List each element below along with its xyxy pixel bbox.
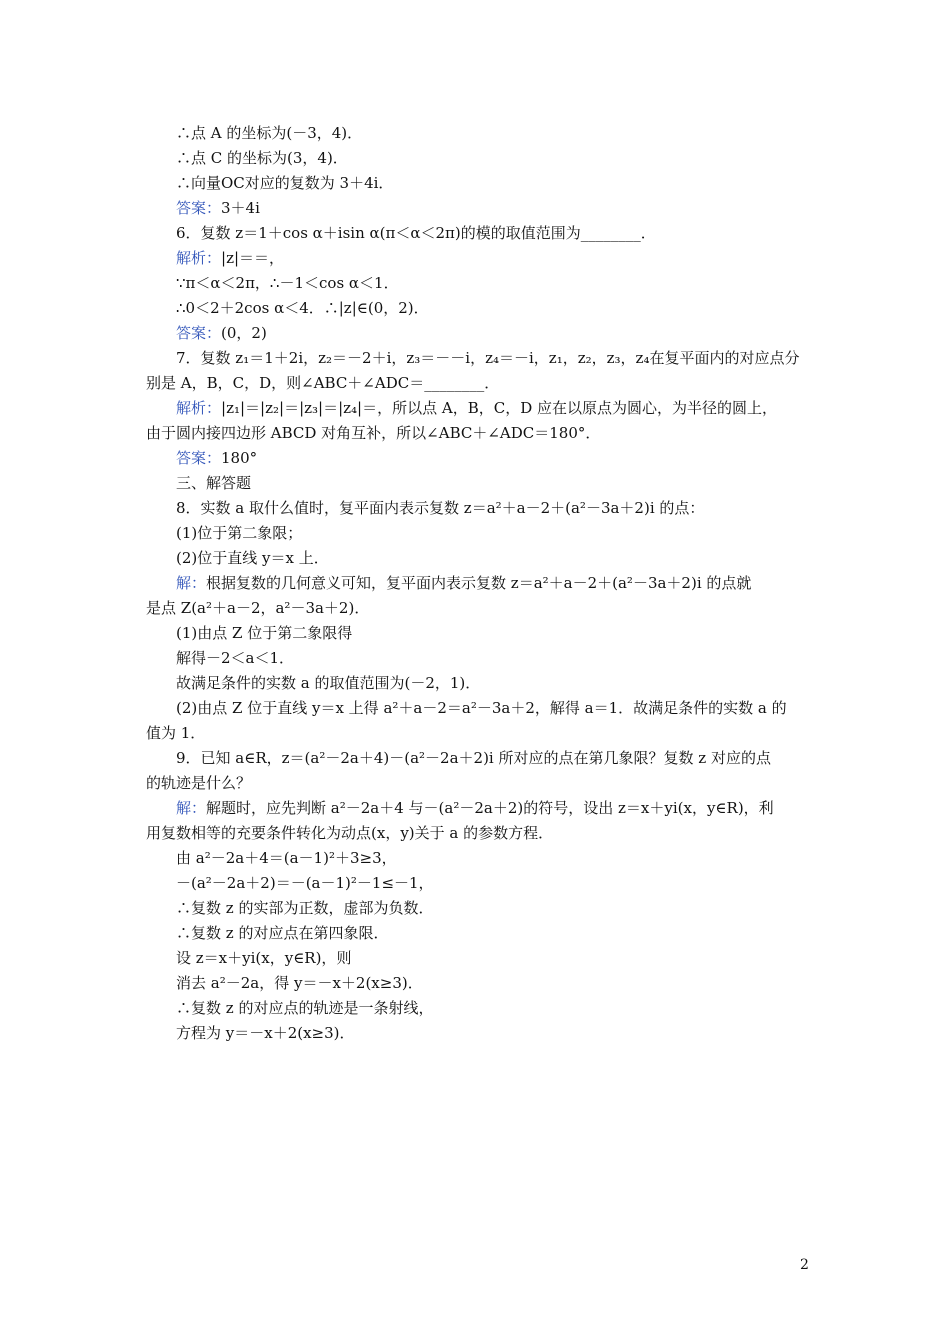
line-text: (1)位于第二象限； xyxy=(176,524,303,542)
line-text: (2)由点 Z 位于直线 y＝x 上得 a²＋a－2＝a²－3a＋2，解得 a＝1．故满足条件的实数 a 的 xyxy=(176,699,787,717)
line-text: ∴向量OC对应的复数为 3＋4i． xyxy=(176,174,394,192)
text-line xyxy=(146,796,816,821)
line-text: 180° xyxy=(221,449,258,467)
line-text: ∴0＜2＋2cos α＜4．∴|z|∈(0，2)． xyxy=(176,299,429,317)
line-text: 根据复数的几何意义可知，复平面内表示复数 z＝a²＋a－2＋(a²－3a＋2)i 的点就 xyxy=(206,574,752,592)
line-text: |z₁|＝|z₂|＝|z₃|＝|z₄|＝，所以点 A，B，C，D 应在以原点为圆心，为半径的圆上， xyxy=(221,399,778,417)
text-line xyxy=(146,746,816,771)
text-line xyxy=(146,371,816,396)
text-line xyxy=(146,821,816,846)
line-text: 设 z＝x＋yi(x，y∈R)，则 xyxy=(176,949,352,967)
text-line xyxy=(146,646,816,671)
line-text: 三、解答题 xyxy=(176,474,252,492)
text-line xyxy=(146,946,816,971)
text-line xyxy=(146,521,816,546)
text-line xyxy=(146,496,816,521)
answer-label: 答案： xyxy=(176,449,222,467)
text-line xyxy=(146,771,816,796)
text-line xyxy=(146,471,816,496)
page-number: 2 xyxy=(800,1257,809,1273)
line-text: 8．实数 a 取什么值时，复平面内表示复数 z＝a²＋a－2＋(a²－3a＋2)i 的点： xyxy=(176,499,705,517)
text-line xyxy=(146,446,816,471)
text-line xyxy=(146,971,816,996)
text-line xyxy=(146,271,816,296)
text-line xyxy=(146,621,816,646)
line-text: －(a²－2a＋2)＝－(a－1)²－1≤－1， xyxy=(176,874,434,892)
line-text: ∵π＜α＜2π，∴－1＜cos α＜1． xyxy=(176,274,399,292)
line-text: 3＋4i xyxy=(221,199,260,217)
text-line xyxy=(146,196,816,221)
answer-label: 解析： xyxy=(176,399,222,417)
line-text: ∴复数 z 的实部为正数，虚部为负数． xyxy=(176,899,434,917)
text-line xyxy=(146,121,816,146)
text-line xyxy=(146,296,816,321)
line-text: 由 a²－2a＋4＝(a－1)²＋3≥3， xyxy=(176,849,397,867)
answer-label: 解： xyxy=(176,799,207,817)
line-text: ∴点 A 的坐标为(－3，4)． xyxy=(176,124,363,142)
answer-label: 答案： xyxy=(176,199,222,217)
text-line xyxy=(146,671,816,696)
line-text: 的轨迹是什么？ xyxy=(146,774,252,792)
text-line xyxy=(146,996,816,1021)
text-line xyxy=(146,171,816,196)
line-text: ∴复数 z 的对应点在第四象限． xyxy=(176,924,389,942)
text-line xyxy=(146,421,816,446)
text-line xyxy=(146,596,816,621)
document-body xyxy=(146,121,816,1046)
line-text: 7．复数 z₁＝1＋2i，z₂＝－2＋i，z₃＝－－i，z₄＝－i，z₁，z₂，z₃，z₄在复平面内的对应点分 xyxy=(176,349,800,367)
line-text: 6．复数 z＝1＋cos α＋isin α(π＜α＜2π)的模的取值范围为________． xyxy=(176,224,656,242)
line-text: |z|＝＝， xyxy=(221,249,285,267)
text-line xyxy=(146,396,816,421)
text-line xyxy=(146,846,816,871)
line-text: 值为 1． xyxy=(146,724,206,742)
line-text: 9．已知 a∈R，z＝(a²－2a＋4)－(a²－2a＋2)i 所对应的点在第几象限？复数 z 对应的点 xyxy=(176,749,771,767)
answer-label: 答案： xyxy=(176,324,222,342)
line-text: 别是 A，B，C，D，则∠ABC＋∠ADC＝________． xyxy=(146,374,500,392)
line-text: (1)由点 Z 位于第二象限得 xyxy=(176,624,353,642)
line-text: ∴复数 z 的对应点的轨迹是一条射线， xyxy=(176,999,434,1017)
text-line xyxy=(146,696,816,721)
text-line xyxy=(146,721,816,746)
line-text: 是点 Z(a²＋a－2，a²－3a＋2)． xyxy=(146,599,370,617)
answer-label: 解析： xyxy=(176,249,222,267)
line-text: 方程为 y＝－x＋2(x≥3)． xyxy=(176,1024,355,1042)
line-text: 解得－2＜a＜1． xyxy=(176,649,295,667)
line-text: (2)位于直线 y＝x 上． xyxy=(176,549,329,567)
line-text: 用复数相等的充要条件转化为动点(x，y)关于 a 的参数方程． xyxy=(146,824,554,842)
text-line xyxy=(146,546,816,571)
line-text: 消去 a²－2a，得 y＝－x＋2(x≥3)． xyxy=(176,974,423,992)
answer-label: 解： xyxy=(176,574,207,592)
text-line xyxy=(146,221,816,246)
line-text: ∴点 C 的坐标为(3，4)． xyxy=(176,149,348,167)
text-line xyxy=(146,896,816,921)
line-text: 由于圆内接四边形 ABCD 对角互补，所以∠ABC＋∠ADC＝180°． xyxy=(146,424,601,442)
text-line xyxy=(146,921,816,946)
line-text: 解题时，应先判断 a²－2a＋4 与－(a²－2a＋2)的符号，设出 z＝x＋yi(x，y∈R)，利 xyxy=(206,799,774,817)
text-line xyxy=(146,146,816,171)
text-line xyxy=(146,1021,816,1046)
text-line xyxy=(146,346,816,371)
line-text: (0，2) xyxy=(221,324,267,342)
text-line xyxy=(146,321,816,346)
text-line xyxy=(146,246,816,271)
text-line xyxy=(146,571,816,596)
text-line xyxy=(146,871,816,896)
line-text: 故满足条件的实数 a 的取值范围为(－2，1)． xyxy=(176,674,481,692)
